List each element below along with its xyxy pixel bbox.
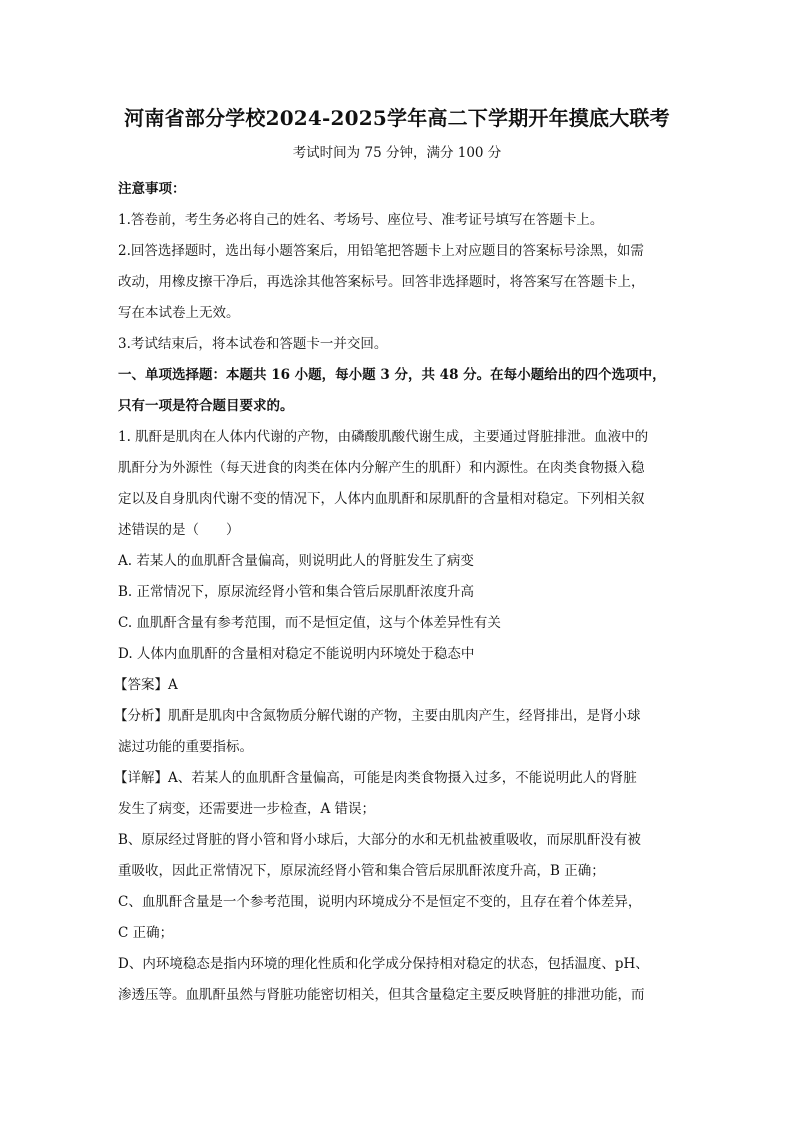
detail-line-3: B、原尿经过肾脏的肾小管和肾小球后，大部分的水和无机盐被重吸收，而尿肌酐没有被 — [118, 832, 641, 848]
section-heading-line-2: 只有一项是符合题目要求的。 — [118, 398, 294, 414]
answer-line: 【答案】A — [114, 677, 178, 693]
exam-subtitle: 考试时间为 75 分钟，满分 100 分 — [292, 145, 502, 161]
detail-line-5: C、血肌酐含量是一个参考范围，说明内环境成分不是恒定不变的，且存在着个体差异， — [118, 894, 642, 910]
notice-item-2-line-3: 写在本试卷上无效。 — [118, 305, 240, 321]
exam-content — [114, 174, 678, 1011]
exam-title: 河南省部分学校2024-2025学年高二下学期开年摸底大联考 — [124, 106, 670, 130]
notice-heading: 注意事项： — [118, 181, 186, 197]
analysis-line-1: 【分析】肌酐是肌肉中含氮物质分解代谢的产物，主要由肌肉产生，经肾排出，是肾小球 — [114, 708, 641, 724]
option-c: C. 血肌酐含量有参考范围，而不是恒定值，这与个体差异性有关 — [118, 615, 501, 631]
detail-line-8: 渗透压等。血肌酐虽然与肾脏功能密切相关，但其含量稳定主要反映肾脏的排泄功能，而 — [118, 987, 645, 1003]
option-d: D. 人体内血肌酐的含量相对稳定不能说明内环境处于稳态中 — [118, 646, 475, 662]
detail-line-1: 【详解】A、若某人的血肌酐含量偏高，可能是肉类食物摄入过多，不能说明此人的肾脏 — [114, 770, 637, 786]
question-stem-line-3: 定以及自身肌肉代谢不变的情况下，人体内血肌酐和尿肌酐的含量相对稳定。下列相关叙 — [118, 491, 645, 507]
detail-line-7: D、内环境稳态是指内环境的理化性质和化学成分保持相对稳定的状态，包括温度、pH、 — [118, 956, 649, 972]
notice-item-3: 3.考试结束后，将本试卷和答题卡一并交回。 — [118, 336, 388, 352]
question-stem-line-4: 述错误的是（ ） — [118, 522, 240, 538]
option-a: A. 若某人的血肌酐含量偏高，则说明此人的肾脏发生了病变 — [118, 553, 474, 569]
option-b: B. 正常情况下，原尿流经肾小管和集合管后尿肌酐浓度升高 — [118, 584, 475, 600]
notice-item-2-line-1: 2.回答选择题时，选出每小题答案后，用铅笔把答题卡上对应题目的答案标号涂黑，如需 — [118, 243, 644, 259]
notice-item-2-line-2: 改动，用橡皮擦干净后，再选涂其他答案标号。回答非选择题时，将答案写在答题卡上， — [118, 274, 645, 290]
question-stem-line-1: 1. 肌酐是肌肉在人体内代谢的产物，由磷酸肌酸代谢生成，主要通过肾脏排泄。血液中的 — [118, 429, 649, 445]
detail-line-2: 发生了病变，还需要进一步检查，A 错误； — [118, 801, 376, 817]
notice-item-1: 1.答卷前，考生务必将自己的姓名、考场号、座位号、准考证号填写在答题卡上。 — [118, 212, 604, 228]
detail-line-6: C 正确； — [118, 925, 174, 941]
detail-line-4: 重吸收，因此正常情况下，原尿流经肾小管和集合管后尿肌酐浓度升高，B 正确； — [118, 863, 605, 879]
question-stem-line-2: 肌酐分为外源性（每天进食的肉类在体内分解产生的肌酐）和内源性。在肉类食物摄入稳 — [118, 460, 645, 476]
section-heading-line-1: 一、单项选择题：本题共 16 小题，每小题 3 分，共 48 分。在每小题给出的四个选项中， — [118, 367, 666, 383]
analysis-line-2: 滤过功能的重要指标。 — [118, 739, 253, 755]
